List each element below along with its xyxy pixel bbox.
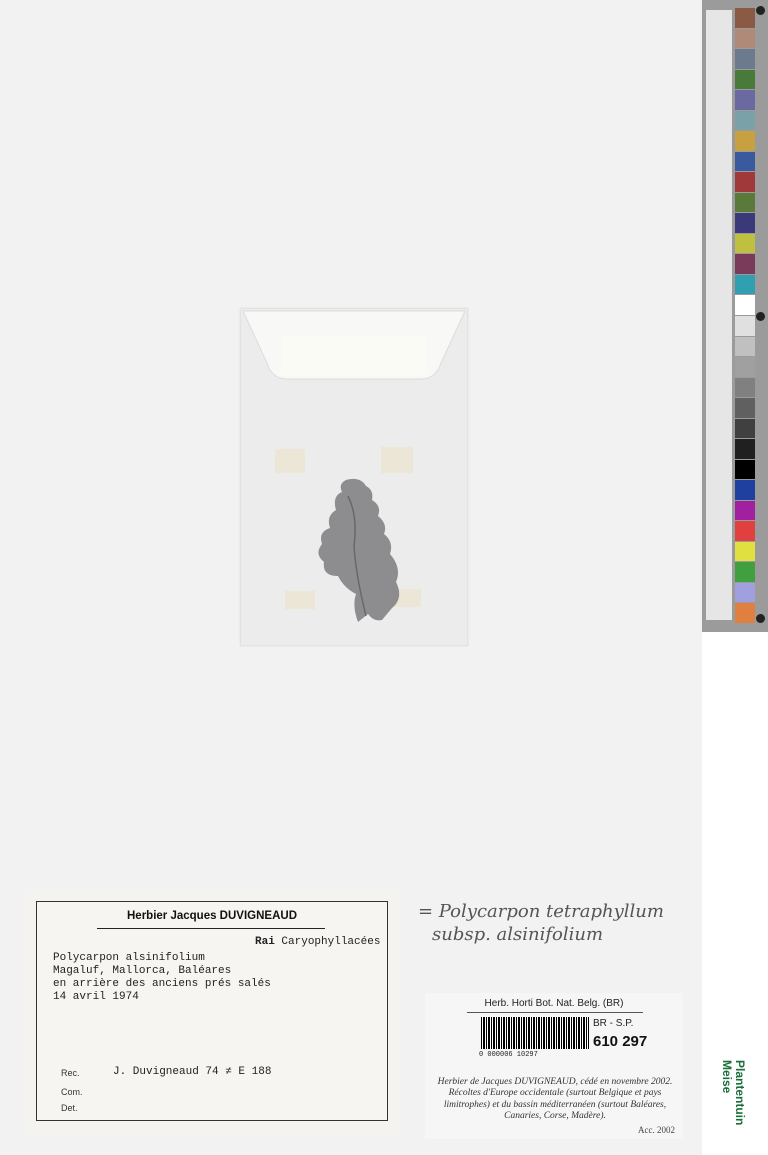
family-name: Caryophyllacées (281, 936, 381, 948)
logo-line1: Plantentuin (733, 1060, 747, 1126)
institution-label (425, 993, 683, 1139)
color-scale-bar (702, 0, 768, 632)
locality: Magaluf, Mallorca, Baléares (53, 965, 232, 977)
logo-line2: Meise (720, 1060, 735, 1094)
det-note-line1: = Polycarpon tetraphyllum (418, 901, 664, 922)
title-underline (97, 928, 325, 929)
scale-hole-icon (756, 312, 765, 321)
plantentuin-logo (712, 1060, 748, 1140)
color-swatch-strip (735, 8, 755, 624)
color-swatch (735, 378, 755, 398)
color-swatch (735, 357, 755, 377)
barcode-number: 0 000006 10297 (479, 1051, 538, 1059)
color-swatch (735, 295, 755, 315)
color-swatch (735, 419, 755, 439)
com-label: Com. (61, 1087, 83, 1097)
color-swatch (735, 111, 755, 131)
plant-specimen (308, 476, 408, 626)
color-swatch (735, 8, 755, 28)
habitat: en arrière des anciens prés salés (53, 978, 271, 990)
family-line (255, 936, 380, 948)
taxon-name: Polycarpon alsinifolium (53, 952, 205, 964)
det-label: Det. (61, 1103, 78, 1113)
specimen-number: 610 297 (593, 1033, 648, 1050)
color-swatch (735, 172, 755, 192)
barcode (481, 1017, 589, 1049)
tape-mark (381, 447, 413, 473)
color-swatch (735, 439, 755, 459)
color-swatch (735, 193, 755, 213)
color-swatch (735, 213, 755, 233)
rec-value: J. Duvigneaud 74 ≠ E 188 (113, 1066, 272, 1078)
family-struck: Rai (255, 936, 275, 948)
collection-label-frame (36, 901, 388, 1121)
color-swatch (735, 480, 755, 500)
color-swatch (735, 131, 755, 151)
color-swatch (735, 460, 755, 480)
provenance-description: Herbier de Jacques DUVIGNEAUD, cédé en novembre 2002. Récoltes d'Europe occidentale (surtout Belgique et pays limitrophes) et du bassin méditerranéen (surtout Baléares, Canaries, Corse, Madère). (437, 1077, 673, 1122)
color-swatch (735, 234, 755, 254)
logo-text (721, 1060, 746, 1125)
color-swatch (735, 275, 755, 295)
color-swatch (735, 521, 755, 541)
color-swatch (735, 501, 755, 521)
rec-label: Rec. (61, 1068, 80, 1078)
herbier-title: Herbier Jacques DUVIGNEAUD (127, 910, 297, 922)
institution-header: Herb. Horti Bot. Nat. Belg. (BR) (484, 998, 624, 1009)
color-swatch (735, 562, 755, 582)
color-swatch (735, 29, 755, 49)
color-swatch (735, 542, 755, 562)
color-swatch (735, 603, 755, 623)
scale-hole-icon (756, 6, 765, 15)
accession: Acc. 2002 (638, 1125, 675, 1135)
header-rule (467, 1012, 643, 1013)
color-swatch (735, 583, 755, 603)
scale-hole-icon (756, 614, 765, 623)
collection-date: 14 avril 1974 (53, 991, 139, 1003)
color-swatch (735, 90, 755, 110)
collection-code: BR - S.P. (593, 1018, 634, 1029)
scale-text-column (706, 10, 732, 620)
tape-mark (275, 449, 305, 473)
color-swatch (735, 316, 755, 336)
color-swatch (735, 49, 755, 69)
det-note-line2: subsp. alsinifolium (432, 924, 604, 946)
envelope-flap (241, 309, 467, 389)
color-swatch (735, 152, 755, 172)
color-swatch (735, 70, 755, 90)
color-swatch (735, 254, 755, 274)
determination-note (418, 900, 664, 947)
collection-label (24, 889, 400, 1135)
color-swatch (735, 337, 755, 357)
color-swatch (735, 398, 755, 418)
